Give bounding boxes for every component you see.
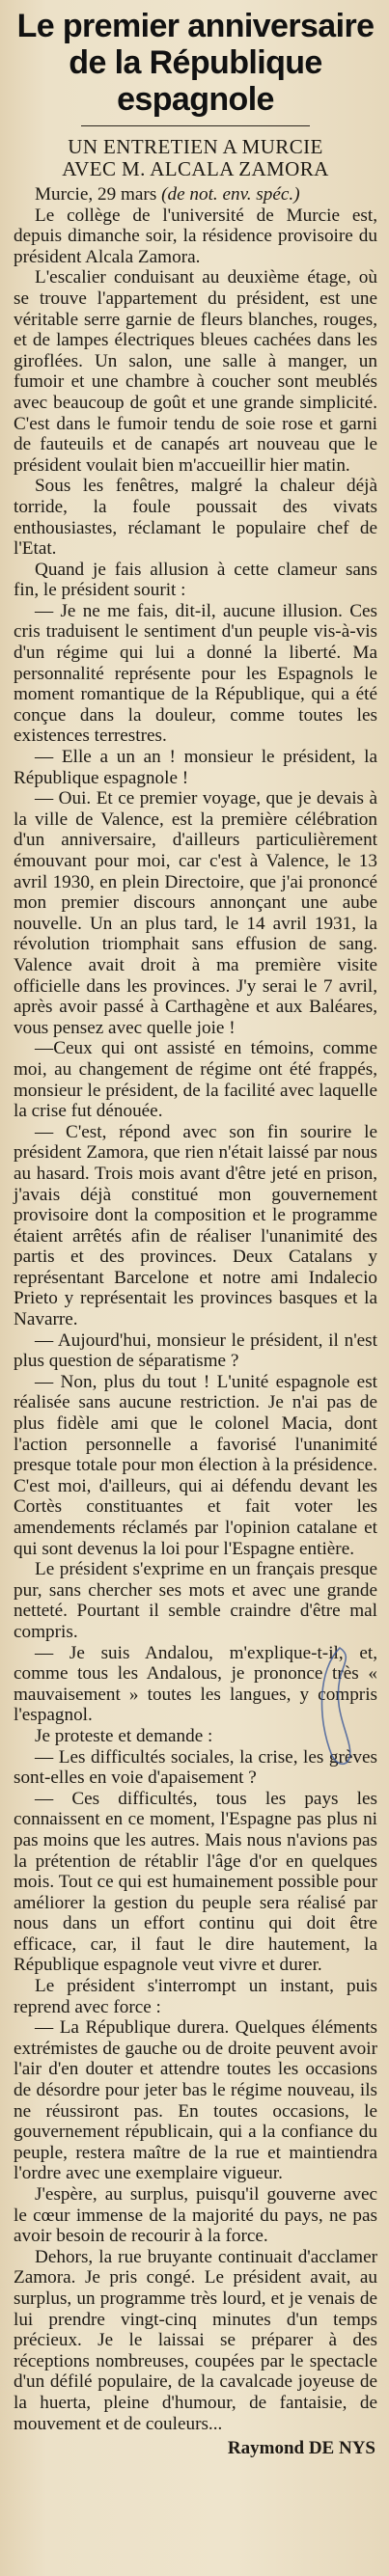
article-paragraph: Je proteste et demande : bbox=[35, 1725, 213, 1746]
article-paragraph: Le président s'interrompt un instant, puis reprend avec force : bbox=[14, 1976, 377, 2017]
subhead-line-1: UN ENTRETIEN A MURCIE bbox=[68, 135, 323, 158]
subheadline bbox=[14, 136, 377, 180]
article-paragraph: Le président s'exprime en un français presque pur, sans chercher ses mots et avec une grande netteté. Pourtant il semble craindre d'être mal compris. bbox=[14, 1559, 377, 1642]
article-paragraph: — Je suis Andalou, m'explique-t-il, et, comme tous les Andalous, je prononce très « mauvaisement » toutes les langues, y compris l'espagnol. bbox=[14, 1642, 377, 1726]
article-body bbox=[14, 184, 377, 2434]
article-paragraph: — Ces difficultés, tous les pays les connaissent en ce moment, l'Espagne pas plus ni pas moins que les autres. Mais nous n'avions pas la prétention de rétablir l'âge d'or en quelques mois. Tout ce qui est humainement possible pour améliorer la gestion du peuple sera réalisé par nous dans un effort continu qui doit être efficace, car, il faut le dire hautement, la République espagnole veut vivre et durer. bbox=[14, 1788, 377, 1976]
headline-divider bbox=[81, 125, 310, 126]
article-paragraph: — Non, plus du tout ! L'unité espagnole est réalisée sans aucune restriction. Je n'ai pas de plus fidèle ami que le colonel Macia, dont l'action personnelle a favorisé l'unanimité presque totale pour mon élection à la présidence. C'est moi, d'ailleurs, qui ai défendu devant les Cortès constituantes et fait voter les amendements réclamés par l'opinion catalane et qui sont devenus la loi pour l'Espagne entière. bbox=[14, 1371, 377, 1559]
article-paragraph: — La République durera. Quelques éléments extrémistes de gauche ou de droite peuvent avoir l'air d'en douter et attendre toutes les occasions de désordre pour jeter bas le régime nouveau, ils ne réussiront pas. En toutes occasions, le gouvernement républicain, qui a la confiance du peuple, restera maître de la rue et maintiendra l'ordre avec une exemplaire vigueur. bbox=[14, 2017, 377, 2184]
article-paragraph: J'espère, au surplus, puisqu'il gouverne avec le cœur immense de la majorité du pays, ne pas avoir besoin de recourir à la force. bbox=[14, 2184, 377, 2247]
article-paragraph: —Ceux qui ont assisté en témoins, comme moi, au changement de régime ont été frappés, monsieur le président, de la facilité avec laquelle la crise fut dénouée. bbox=[14, 1038, 377, 1122]
signature: Raymond DE NYS bbox=[227, 2438, 375, 2459]
article-paragraph: — Aujourd'hui, monsieur le président, il n'est plus question de séparatisme ? bbox=[14, 1329, 377, 1372]
headline: Le premier anniversaire de la République espagnole bbox=[16, 8, 375, 118]
article-paragraph: Dehors, la rue bruyante continuait d'acclamer Zamora. Je pris congé. Le président avait, au surplus, un programme très lourd, et je venais de lui prendre vingt-cinq minutes d'un temps précieux. Je le laissai se préparer à des réceptions nombreuses, coupées par le spectacle d'un défilé populaire, de la cavalcade joyeuse de la huerta, pleine d'humour, de fantaisie, de mouvement et de couleurs... bbox=[14, 2246, 377, 2434]
article-paragraph: Quand je fais allusion à cette clameur sans fin, le président sourit : bbox=[14, 559, 377, 601]
article-paragraph: L'escalier conduisant au deuxième étage, où se trouve l'appartement du président, est une véritable serre garnie de fleurs blanches, rouges, et de lampes électriques bleues cachées dans les giroflées. Un salon, une salle à manger, un fumoir et une chambre à coucher sont meublés avec beaucoup de goût et une grande simplicité. C'est dans le fumoir tendu de soie rose et garni de fauteuils et de canapés art nouveau que le président voulait bien m'accueillir hier matin. bbox=[14, 267, 377, 476]
article-paragraph: — Elle a un an ! monsieur le président, la République espagnole ! bbox=[14, 747, 377, 788]
article-paragraph: — Les difficultés sociales, la crise, les grèves sont-elles en voie d'apaisement ? bbox=[14, 1746, 377, 1789]
article-paragraph: — C'est, répond avec son fin sourire le président Zamora, que rien n'était laissé par nous au hasard. Trois mois avant d'être jeté en prison, j'avais déjà constitué mon gouvernement provisoire dont la composition et le programme étaient arrêtés afin de réaliser l'unanimité des partis et des provinces. Deux Catalans y représentant Barcelone et notre ami Indalecio Prieto y représentait les provinces basques et la Navarre. bbox=[14, 1121, 377, 1330]
dateline-place: Murcie, 29 mars bbox=[35, 184, 157, 205]
dateline bbox=[14, 184, 377, 206]
article-paragraph: — Je ne me fais, dit-il, aucune illusion. Ces cris traduisent le sentiment d'un peuple vis-à-vis d'un régime qui lui a donné la liberté. Ma personnalité représente pour les Espagnols le moment romantique de la République, qui a été conçue dans la douleur, comme toutes les existences terrestres. bbox=[14, 600, 377, 747]
article-paragraph: — Oui. Et ce premier voyage, que je devais à la ville de Valence, est la première célébration d'un anniversaire, d'ailleurs particulièrement émouvant pour moi, car c'est à Valence, le 13 avril 1930, en plein Directoire, que j'ai prononcé mon premier discours annonçant une aube nouvelle. Un an plus tard, le 14 avril 1931, la révolution triomphait sans effusion de sang. Valence avait droit à ma première visite officielle dans les provinces. J'y serai le 7 avril, après avoir passé à Carthagène et aux Baléares, vous pensez avec quelle joie ! bbox=[14, 788, 377, 1038]
dateline-note: (de not. env. spéc.) bbox=[161, 184, 300, 205]
article-paragraph: Le collège de l'université de Murcie est, depuis dimanche soir, la résidence provisoire du président Alcala Zamora. bbox=[14, 205, 377, 267]
article-paragraph: Sous les fenêtres, malgré la chaleur déjà torride, la foule poussait des vivats enthousiastes, réclamant le populaire chef de l'Etat. bbox=[14, 476, 377, 560]
subhead-line-2: AVEC M. ALCALA ZAMORA bbox=[62, 157, 329, 180]
